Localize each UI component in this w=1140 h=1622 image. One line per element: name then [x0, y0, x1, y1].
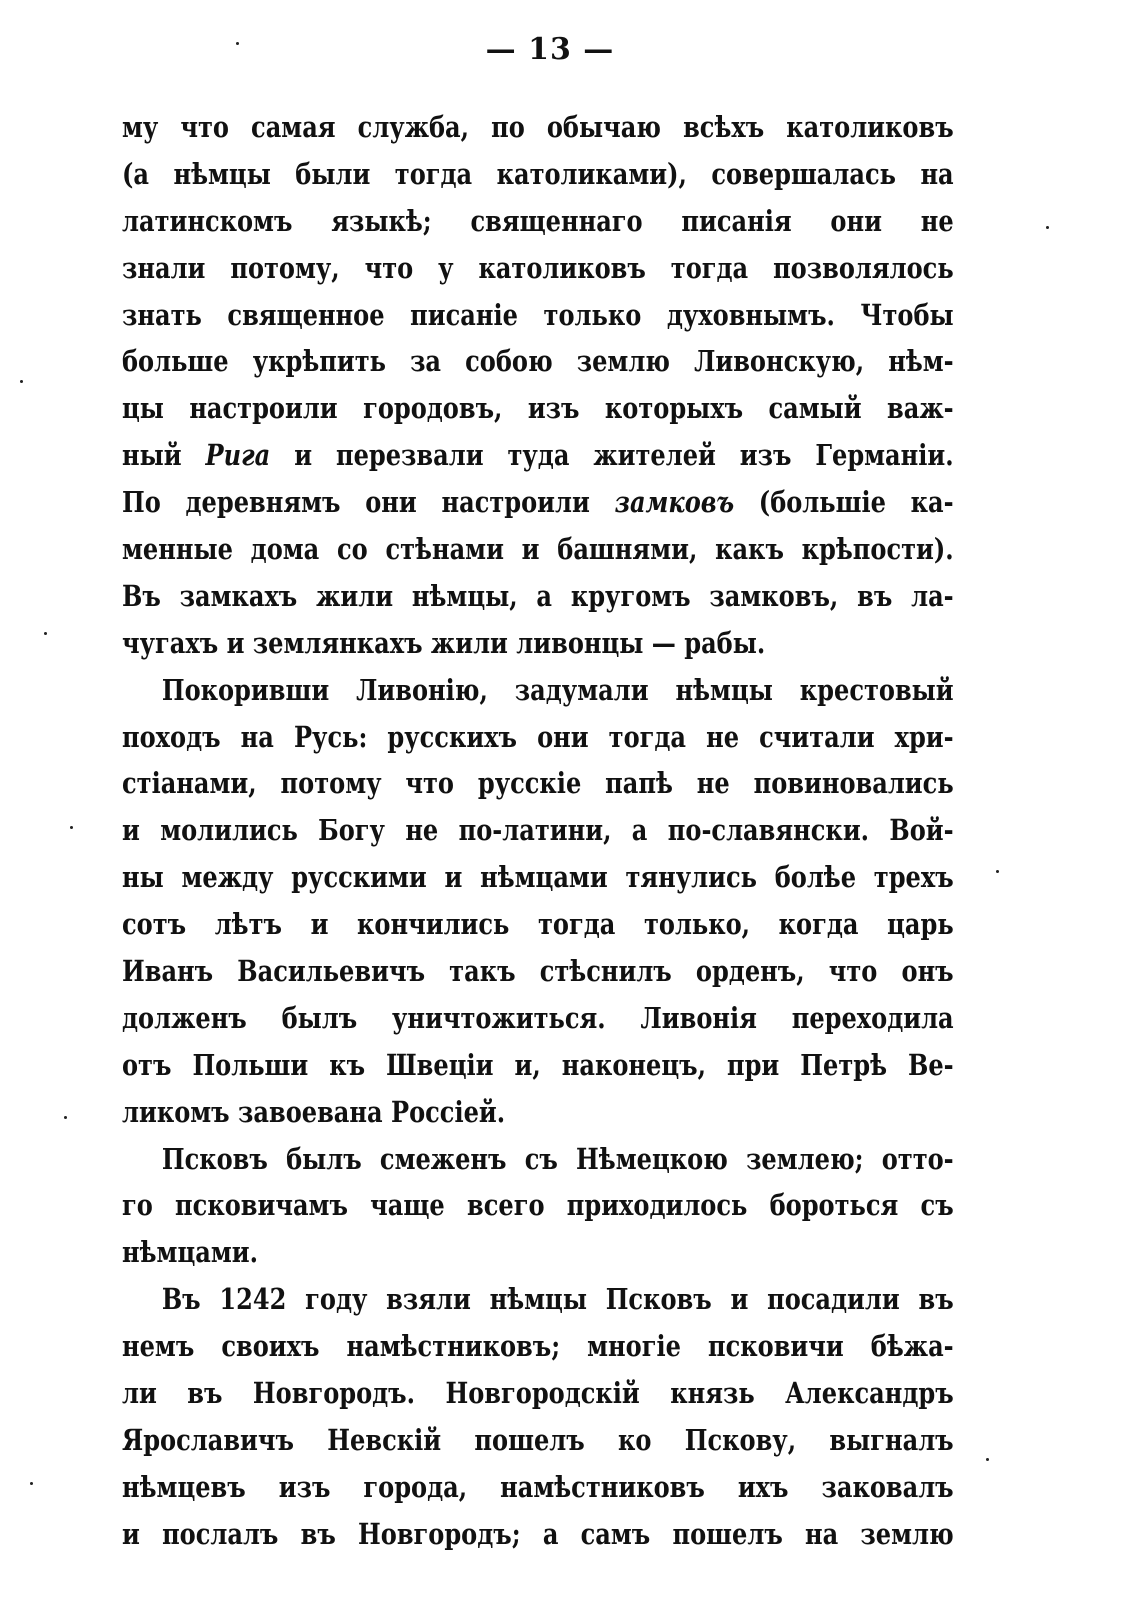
- text-line: Псковъ былъ смеженъ съ Нѣмецкою землею; отто-: [161, 1141, 954, 1176]
- text-line: му что самая служба, по обычаю всѣхъ католиковъ: [122, 110, 954, 144]
- body-text: [122, 104, 954, 1558]
- text-line: и послалъ въ Новгородъ; а самъ пошелъ на землю: [122, 1516, 954, 1551]
- text-line: цы настроили городовъ, изъ которыхъ самый важ-: [122, 391, 954, 426]
- text-line: стіанами, потому что русскіе папѣ не повиновались: [122, 766, 954, 801]
- scan-speck: [44, 632, 47, 635]
- text-fragment: По деревнямъ они настроили: [122, 485, 590, 520]
- scan-speck: [64, 1116, 67, 1119]
- text-line: [122, 432, 954, 479]
- text-line: знать священное писаніе только духовнымъ. Чтобы: [122, 297, 954, 332]
- text-line: сотъ лѣтъ и кончились тогда только, когда царь: [122, 907, 954, 942]
- text-line: чугахъ и землянкахъ жили ливонцы — рабы.: [122, 625, 766, 660]
- scan-speck: [70, 826, 73, 829]
- italic-word-riga: Рига: [205, 438, 271, 473]
- page-number: — 13 —: [485, 32, 615, 67]
- scan-speck: [30, 1482, 33, 1485]
- text-fragment: и перезвали туда жителей изъ Германіи.: [294, 438, 954, 473]
- text-line: (а нѣмцы были тогда католиками), совершалась на: [122, 156, 954, 191]
- text-fragment: ный: [122, 438, 182, 473]
- text-line: и молились Богу не по-латини, а по-славянски. Вой-: [122, 813, 954, 848]
- scan-speck: [236, 42, 239, 45]
- text-line: латинскомъ языкѣ; священнаго писанія они не: [122, 203, 954, 238]
- text-line: знали потому, что у католиковъ тогда позволялось: [122, 250, 954, 285]
- text-line: ли въ Новгородъ. Новгородскій князь Александръ: [122, 1376, 954, 1411]
- text-line: го псковичамъ чаще всего приходилось бороться съ: [122, 1188, 954, 1223]
- text-line: немъ своихъ намѣстниковъ; многіе псковичи бѣжа-: [122, 1329, 954, 1364]
- text-line: менные дома со стѣнами и башнями, какъ крѣпости).: [122, 532, 954, 567]
- scan-speck: [996, 870, 999, 873]
- text-line: ликомъ завоевана Россіей.: [122, 1094, 506, 1129]
- italic-word-zamkov: замковъ: [614, 485, 735, 520]
- text-line: отъ Польши къ Швеціи и, наконецъ, при Петрѣ Ве-: [122, 1047, 954, 1082]
- text-line: ны между русскими и нѣмцами тянулись болѣе трехъ: [122, 860, 954, 895]
- text-line: Покоривши Ливонію, задумали нѣмцы крестовый: [161, 672, 954, 707]
- text-line: больше укрѣпить за собою землю Ливонскую, нѣм-: [122, 344, 954, 379]
- text-line: долженъ былъ уничтожиться. Ливонія переходила: [122, 1000, 954, 1035]
- text-line: нѣмцевъ изъ города, намѣстниковъ ихъ заковалъ: [122, 1469, 954, 1504]
- text-line: Въ 1242 году взяли нѣмцы Псковъ и посадили въ: [161, 1282, 954, 1317]
- scan-speck: [1046, 226, 1049, 229]
- scan-speck: [20, 380, 23, 383]
- text-fragment: (большіе ка-: [758, 485, 954, 520]
- text-line: Въ замкахъ жили нѣмцы, а кругомъ замковъ, въ ла-: [122, 578, 954, 613]
- text-line: походъ на Русь: русскихъ они тогда не считали хри-: [122, 719, 954, 754]
- scan-speck: [986, 1458, 989, 1461]
- text-line: [122, 479, 954, 526]
- text-line: Иванъ Васильевичъ такъ стѣснилъ орденъ, что онъ: [122, 954, 954, 989]
- text-line: Ярославичъ Невскій пошелъ ко Пскову, выгналъ: [122, 1422, 954, 1457]
- text-line: нѣмцами.: [122, 1235, 258, 1270]
